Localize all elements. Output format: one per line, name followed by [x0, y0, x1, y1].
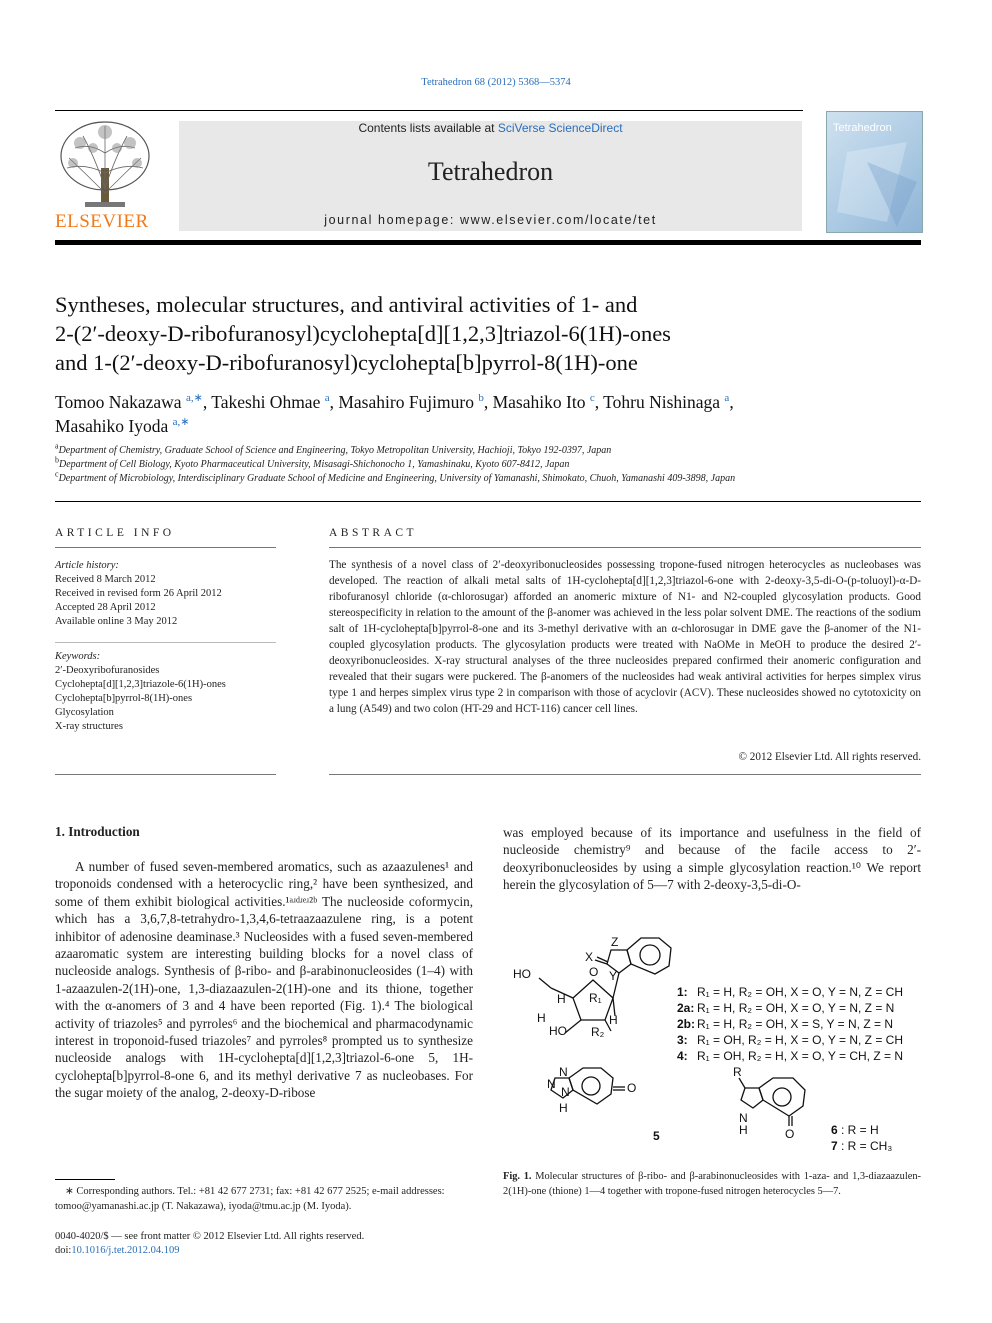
- doi-link[interactable]: 10.1016/j.tet.2012.04.109: [71, 1245, 180, 1256]
- doi-line: [55, 1243, 473, 1258]
- author[interactable]: Masahiro Fujimuro $^b$,: [338, 392, 493, 412]
- contents-prefix: Contents lists available at: [358, 121, 498, 135]
- compound-id: 4:: [677, 1049, 688, 1063]
- hydrogen-label: H: [537, 1011, 546, 1025]
- compound-description: R₁ = OH, R₂ = H, X = O, Y = CH, Z = N: [697, 1049, 903, 1063]
- keywords: [55, 650, 276, 734]
- compound-5-label: 5: [653, 1129, 660, 1143]
- history-item: Accepted 28 April 2012: [55, 602, 156, 613]
- history-item: Received in revised form 26 April 2012: [55, 588, 222, 599]
- author[interactable]: Tomoo Nakazawa $^{a,∗}$,: [55, 392, 212, 412]
- elsevier-logo: [55, 118, 155, 233]
- carbonyl-oxygen-label: O: [627, 1081, 637, 1095]
- y-label: Y: [609, 969, 618, 983]
- compound-id: 7: [831, 1139, 838, 1153]
- caption-text: Molecular structures of β-ribo- and β-arabinonucleosides with 1-aza- and 1,3-diazaazulen-2(1H)-one (thione) 1—4 together with tropone-fused nitrogen heterocycles 5—7.: [503, 1171, 922, 1197]
- author-list: [55, 390, 921, 438]
- header-thick-rule: [55, 240, 921, 245]
- caption-label: Fig. 1.: [503, 1171, 532, 1182]
- affiliation: $^c$Department of Microbiology, Interdisciplinary Graduate School of Medicine and Engineering, University of Yamanashi, Shimokato, Chuoh, Yamanashi 409-3898, Japan: [55, 469, 736, 484]
- affiliation: $^b$Department of Cell Biology, Kyoto Pharmaceutical University, Misasagi-Shichonocho 1, Yamashinaku, Kyoto 607-8412, Japan: [55, 455, 570, 470]
- keyword: X-ray structures: [55, 721, 123, 732]
- compound-id: 2a:: [677, 1001, 695, 1015]
- compound-description: R₁ = H, R₂ = OH, X = O, Y = N, Z = CH: [697, 985, 903, 999]
- hydrogen-label: H: [609, 1013, 618, 1027]
- elsevier-tree-icon: [55, 118, 155, 210]
- ring-oxygen-label: O: [589, 965, 599, 979]
- intro-left-column: A number of fused seven-membered aromatics, such as azaazulenes¹ and troponoids condensed with a heterocyclic ring,² have been synthesized, and some of them exhibit biological activities.¹ᵃʴᵈʴᵉʴ²ᵇ The nucleoside coformycin, which has a 3,6,7,8-tetrahydro-1,3,4,6-tetraazaazulene ring, is a potent inhibitor of adenosine deaminase.³ Nucleosides with a fused seven-membered azaaromatic system are interesting building blocks for a novel class of nucleoside analogs. Synthesis of β-ribo- and β-arabinonucleosides (1–4) with 1-azaazulen-2(1H)-one, 1,3-diazaazulen-2(1H)-one and its thione, together with the α-anomers of 3 and 4 have been reported (Fig. 1).⁴ The biological activity of triazoles⁵ and pyrroles⁶ and the biochemical and pharmacodynamic interest in troponoid-fused triazoles⁷ and pyrroles⁸ prompted us to synthesize nucleoside analogs with 1H-cyclohepta[d][1,2,3]triazol-6-one 5, 1H-cyclohepta[b]pyrrol-8-one 6, and its methyl derivative 7 as nucleobases. For the sugar moiety of the analog, 2-deoxy-D-ribose: [55, 859, 473, 1101]
- article-history: [55, 559, 276, 629]
- footnote-rule: [55, 1179, 115, 1180]
- nitrogen-label: N: [739, 1111, 748, 1125]
- compound-list: [677, 985, 903, 1063]
- title-line-1: Syntheses, molecular structures, and antiviral activities of 1- and: [55, 292, 638, 317]
- compound-description: R₁ = H, R₂ = OH, X = O, Y = N, Z = N: [697, 1001, 895, 1015]
- compound-description: R₁ = H, R₂ = OH, X = S, Y = N, Z = N: [697, 1017, 893, 1031]
- divider: [329, 774, 921, 775]
- author[interactable]: Masahiko Iyoda $^{a,∗}$: [55, 416, 190, 436]
- divider: [55, 501, 921, 502]
- cover-art-icon: [827, 112, 922, 232]
- compound-id: 2b:: [677, 1017, 695, 1031]
- doi-prefix: doi:: [55, 1245, 72, 1256]
- keyword: 2′-Deoxyribofuranosides: [55, 665, 160, 676]
- compound-id: 6: [831, 1123, 838, 1137]
- corresponding-author-note: ∗ Corresponding authors. Tel.: +81 42 677 2731; fax: +81 42 677 2525; e-mail addresses: tomoo@yamanashi.ac.jp (T. Nakazawa), iyoda@tmu.ac.jp (M. Iyoda).: [55, 1186, 445, 1212]
- hydrogen-label: H: [557, 992, 566, 1006]
- article-info-heading: ARTICLE INFO: [55, 527, 175, 539]
- hydroxyl-label: HO: [549, 1024, 567, 1038]
- keywords-label: Keywords:: [55, 651, 101, 662]
- journal-homepage[interactable]: journal homepage: www.elsevier.com/locate/tet: [324, 213, 657, 227]
- divider: [55, 642, 276, 643]
- nh-label: H: [559, 1101, 568, 1115]
- article-title: [55, 290, 921, 377]
- nitrogen-label: N: [561, 1085, 570, 1099]
- nh-label: H: [739, 1123, 748, 1137]
- nitrogen-label: N: [559, 1065, 568, 1079]
- divider: [55, 547, 276, 548]
- title-line-3: and 1-(2′-deoxy-D-ribofuranosyl)cyclohepta[b]pyrrol-8(1H)-one: [55, 350, 638, 375]
- compound-description: : R = H: [841, 1123, 879, 1137]
- divider: [55, 774, 276, 775]
- author[interactable]: Masahiko Ito $^c$,: [492, 392, 604, 412]
- carbonyl-oxygen-label: O: [785, 1127, 795, 1141]
- title-line-2: 2-(2′-deoxy-D-ribofuranosyl)cyclohepta[d][1,2,3]triazol-6(1H)-ones: [55, 321, 671, 346]
- compound-id: 3:: [677, 1033, 688, 1047]
- section-heading: 1. Introduction: [55, 824, 140, 839]
- journal-reference[interactable]: Tetrahedron 68 (2012) 5368—5374: [421, 77, 571, 88]
- sciencedirect-link[interactable]: SciVerse ScienceDirect: [497, 121, 623, 135]
- journal-title: Tetrahedron: [427, 157, 554, 186]
- hydroxyl-label: HO: [513, 967, 531, 981]
- compound-description: : R = CH₃: [841, 1139, 893, 1153]
- issn-line: 0040-4020/$ — see front matter © 2012 Elsevier Ltd. All rights reserved.: [55, 1231, 365, 1242]
- contents-line: [179, 121, 802, 135]
- figure-1: [503, 928, 921, 1163]
- history-label: Article history:: [55, 560, 119, 571]
- r-label: R: [733, 1065, 742, 1079]
- z-label: Z: [611, 935, 619, 949]
- history-item: Received 8 March 2012: [55, 574, 156, 585]
- author[interactable]: Takeshi Ohmae $^a$,: [211, 392, 339, 412]
- abstract-heading: ABSTRACT: [329, 527, 418, 539]
- intro-right-column: was employed because of its importance and usefulness in the field of nucleoside chemistry⁹ and because of the facile access to 2′-deoxyribonucleosides by using a simple glycosylation reaction.¹⁰ We report herein the glycosylation of 5—7 with 2-deoxy-3,5-di-O-: [503, 825, 921, 893]
- keyword: Cyclohepta[d][1,2,3]triazole-6(1H)-ones: [55, 679, 226, 690]
- keyword: Glycosylation: [55, 707, 114, 718]
- affiliation: $^a$Department of Chemistry, Graduate School of Science and Engineering, Tokyo Metropolitan University, Hachioji, Tokyo 192-0397, Japan: [55, 441, 612, 456]
- header-rule: [55, 110, 803, 111]
- r1-label: R₁: [589, 991, 602, 1005]
- keyword: Cyclohepta[b]pyrrol-8(1H)-ones: [55, 693, 193, 704]
- history-item: Available online 3 May 2012: [55, 616, 178, 627]
- author[interactable]: Tohru Nishinaga $^a$,: [603, 392, 734, 412]
- journal-cover-image: [826, 111, 923, 233]
- abstract-copyright: © 2012 Elsevier Ltd. All rights reserved.: [738, 751, 921, 763]
- divider: [329, 547, 921, 548]
- compound-id: 1:: [677, 985, 688, 999]
- r2-label: R₂: [591, 1025, 605, 1039]
- nitrogen-label: N: [547, 1077, 556, 1091]
- x-label: X: [585, 950, 594, 964]
- cover-title: Tetrahedron: [833, 122, 892, 134]
- compound-description: R₁ = OH, R₂ = H, X = O, Y = N, Z = CH: [697, 1033, 903, 1047]
- abstract-text: The synthesis of a novel class of 2′-deoxyribonucleosides possessing tropone-fused nitrogen heterocycles as nucleobases was developed. The reaction of alkali metal salts of 1H-cyclohepta[d][1,2,3]triazol-6-one with 2-deoxy-3,5-di-O-(p-toluoyl)-α-D-ribofuranosyl chloride (α-chlorosugar) afforded an anomeric mixture of N1- and N2-coupled glycosylation products. Good stereospecificity in relation to the amount of the β-anomer was achieved in the less polar solvent DME. The reactions of the sodium salt of 1H-cyclohepta[b]pyrrol-8-one and its 3-methyl derivative with an α-chlorosugar in DME gave the β-anomer of the N1-coupled glycosylation products. The glycosylation products were treated with NaOMe in MeOH to produce the desired 2′-deoxyribonucleosides. X-ray structural analyses of the three nucleosides prepared confirmed their anomeric configuration and revealed that their sugars were puckered. The β-anomers of the nucleosides had weak antiviral activities for herpes simplex virus type 1 and herpes simplex virus type 2 in comparison with those of acyclovir (ACV). These nucleosides showed no cytotoxicity on a lung (A549) and two colon (HT-29 and HCT-116) cancer cell lines.: [329, 559, 921, 715]
- elsevier-wordmark: ELSEVIER: [55, 211, 149, 232]
- figure-caption: [503, 1169, 921, 1199]
